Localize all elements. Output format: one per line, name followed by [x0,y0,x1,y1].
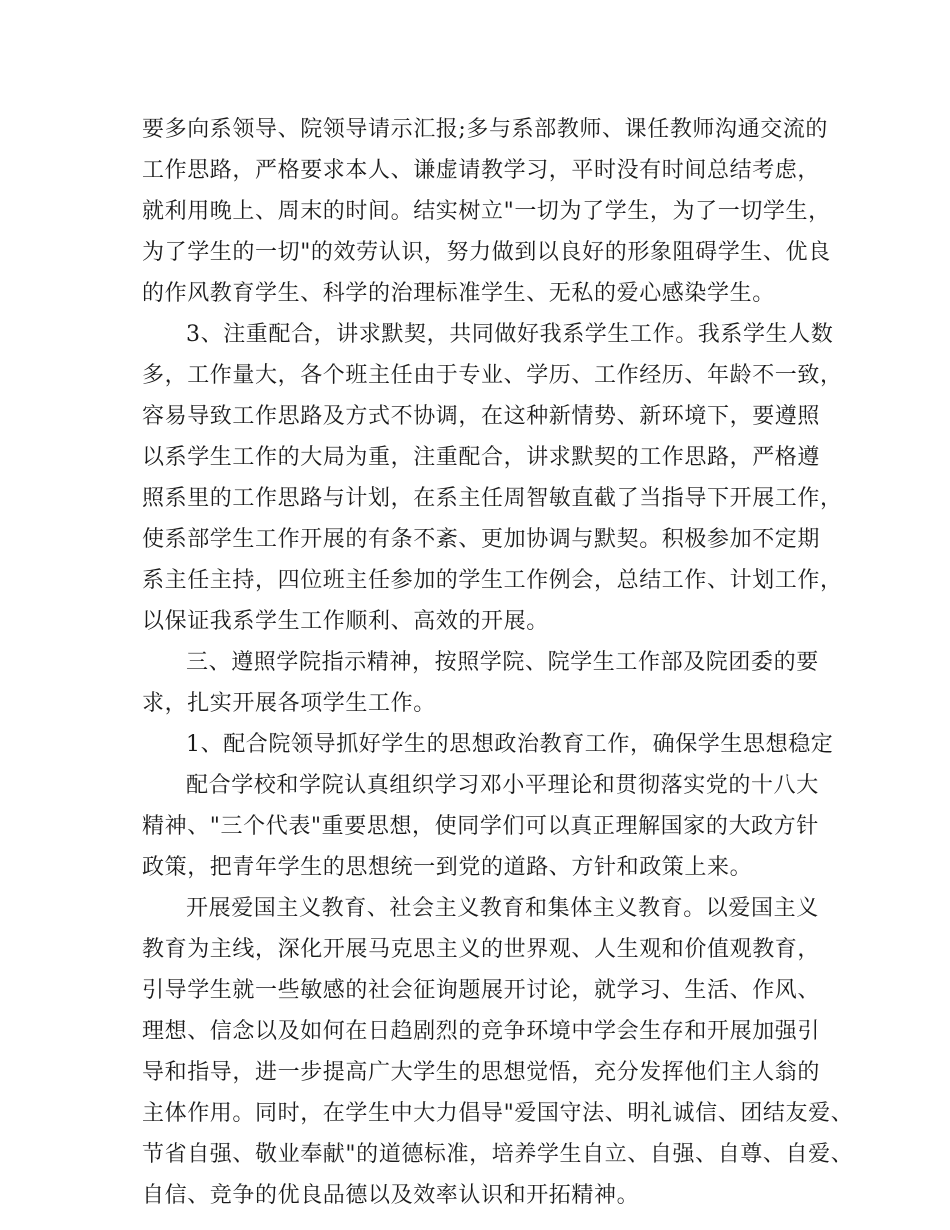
text-line: 主体作用。同时，在学生中大力倡导"爱国守法、明礼诚信、团结友爱、 [142,1101,854,1126]
section-heading-line: 三、遵照学院指示精神，按照学院、院学生工作部及院团委的要 [186,650,819,675]
text-line: 自信、竞争的优良品德以及效率认识和开拓精神。 [142,1183,640,1208]
text-line: 以保证我系学生工作顺利、高效的开展。 [142,609,549,634]
text-line: 多，工作量大，各个班主任由于专业、学历、工作经历、年龄不一致， [142,363,843,388]
text-line: 为了学生的一切"的效劳认识，努力做到以良好的形象阻碍学生、优良 [142,240,831,265]
text-line: 政策，把青年学生的思想统一到党的道路、方针和政策上来。 [142,855,753,880]
paragraph-start-line: 配合学校和学院认真组织学习邓小平理论和贯彻落实党的十八大 [186,773,819,798]
text-line: 引导学生就一些敏感的社会征询题展开讨论，就学习、生活、作风、 [142,978,821,1003]
text-line: 的作风教育学生、科学的治理标准学生、无私的爱心感染学生。 [142,281,775,306]
text-line: 工作思路，严格要求本人、谦虚请教学习，平时没有时间总结考虑， [142,158,821,183]
text-line: 导和指导，进一步提高广大学生的思想觉悟，充分发挥他们主人翁的 [142,1060,821,1085]
paragraph-start-line: 开展爱国主义教育、社会主义教育和集体主义教育。以爱国主义 [186,896,819,921]
text-line: 理想、信念以及如何在日趋剧烈的竞争环境中学会生存和开展加强引 [142,1019,821,1044]
text-line: 照系里的工作思路与计划，在系主任周智敏直截了当指导下开展工作， [142,486,843,511]
text-line: 系主任主持，四位班主任参加的学生工作例会，总结工作、计划工作， [142,568,843,593]
text-line: 教育为主线，深化开展马克思主义的世界观、人生观和价值观教育， [142,937,821,962]
text-line: 以系学生工作的大局为重，注重配合，讲求默契的工作思路，严格遵 [142,445,821,470]
text-line: 求，扎实开展各项学生工作。 [142,691,436,716]
text-line: 就利用晚上、周末的时间。结实树立"一切为了学生，为了一切学生， [142,199,831,224]
text-line: 精神、"三个代表"重要思想，使同学们可以真正理解国家的大政方针 [142,814,819,839]
text-line: 使系部学生工作开展的有条不紊、更加协调与默契。积极参加不定期 [142,527,821,552]
subsection-heading-line: 1、配合院领导抓好学生的思想政治教育工作，确保学生思想稳定 [186,732,834,757]
paragraph-start-line: 3、注重配合，讲求默契，共同做好我系学生工作。我系学生人数 [186,322,834,347]
text-line: 要多向系领导、院领导请示汇报;多与系部教师、课任教师沟通交流的 [142,117,829,142]
text-line: 节省自强、敬业奉献"的道德标准，培养学生自立、自强、自尊、自爱、 [142,1142,854,1167]
text-line: 容易导致工作思路及方式不协调，在这种新情势、新环境下，要遵照 [142,404,821,429]
